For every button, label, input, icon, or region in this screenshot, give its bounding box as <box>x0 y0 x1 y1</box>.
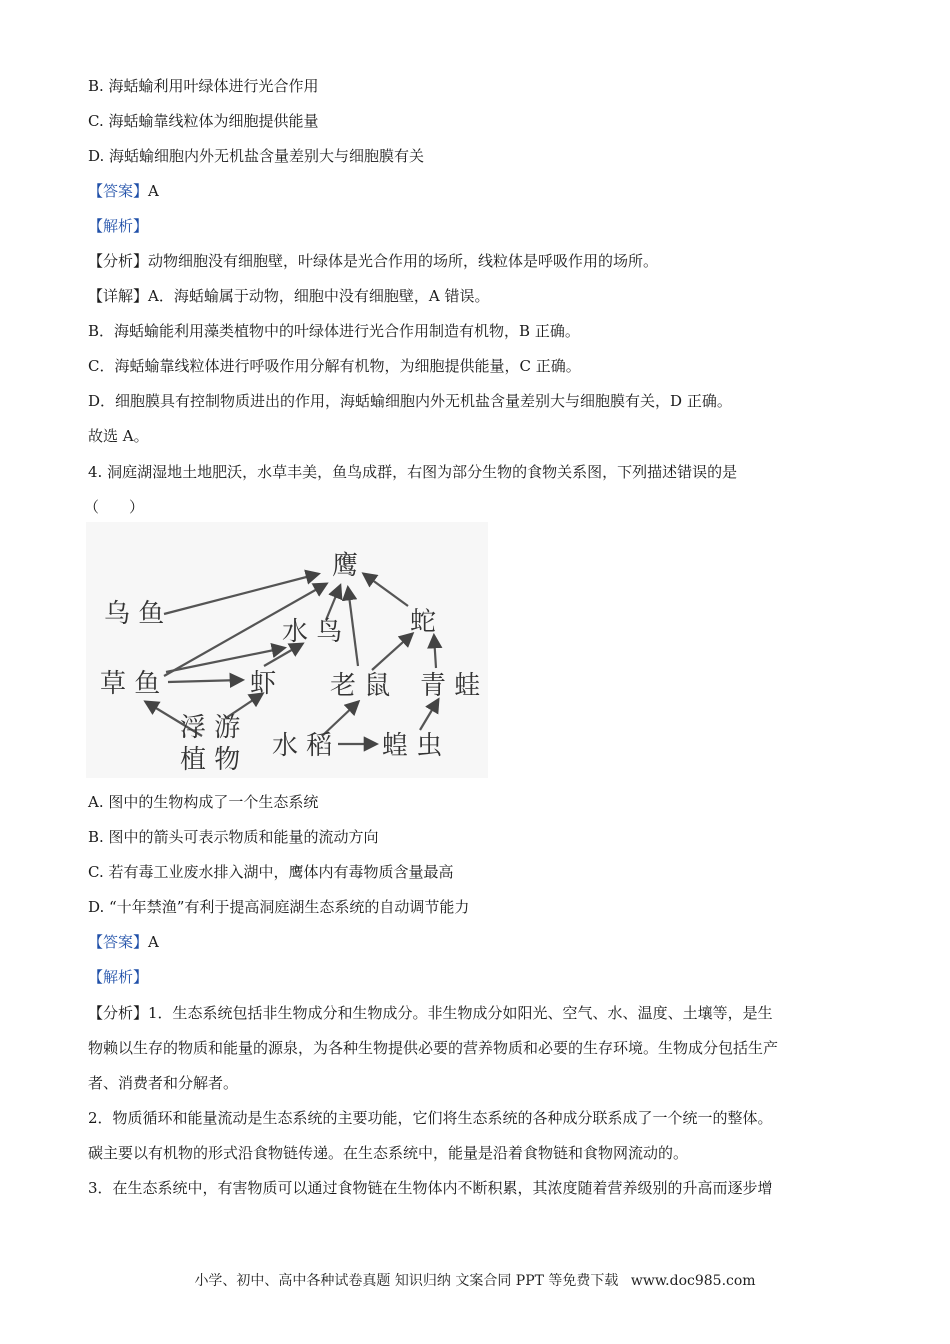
option-b: B. 海蛞蝓利用叶绿体进行光合作用 <box>88 77 319 95</box>
arrow-qingwa-she <box>434 636 436 668</box>
node-shuiniao: 水 鸟 <box>282 617 343 647</box>
q4-option-d: D. “十年禁渔”有利于提高洞庭湖生态系统的自动调节能力 <box>88 898 470 916</box>
analysis-heading <box>88 216 148 236</box>
fenxi-text: 动物细胞没有细胞壁，叶绿体是光合作用的场所，线粒体是呼吸作用的场所。 <box>148 252 659 270</box>
xiangjie-text: A．海蛞蝓属于动物，细胞中没有细胞壁，A 错误。 <box>148 287 490 305</box>
node-fuyou-2: 植 物 <box>180 745 241 775</box>
question-stem: 4. 洞庭湖湿地土地肥沃，水草丰美，鱼鸟成群，右图为部分生物的食物关系图，下列描述错误的是 <box>88 463 738 481</box>
q4-answer-value: A <box>148 933 159 951</box>
q4-fenxi-line-6: 3．在生态系统中，有害物质可以通过食物链在生物体内不断积累，其浓度随着营养级别的升高而逐步增 <box>88 1179 773 1197</box>
node-huangchong: 蝗 虫 <box>382 731 443 761</box>
node-xia: 虾 <box>250 669 277 699</box>
q4-fenxi-line-5: 碳主要以有机物的形式沿食物链传递。在生态系统中，能量是沿着食物链和食物网流动的。 <box>88 1144 689 1162</box>
analysis-tag: 【解析】 <box>88 217 149 235</box>
footer-url[interactable]: www.doc985.com <box>630 1273 756 1289</box>
q4-fenxi-line-2: 物赖以生存的物质和能量的源泉，为各种生物提供必要的营养物质和必要的生存环境。生物成分包括生产 <box>88 1039 779 1057</box>
fenxi-line <box>88 251 658 271</box>
question-paren: （ ） <box>84 498 145 516</box>
node-laoshu: 老 鼠 <box>330 671 391 701</box>
option-d: D. 海蛞蝓细胞内外无机盐含量差别大与细胞膜有关 <box>88 147 425 165</box>
node-wuyu: 乌 鱼 <box>104 599 165 629</box>
q4-option-a: A. 图中的生物构成了一个生态系统 <box>88 793 319 811</box>
xiangjie-tag: 【详解】 <box>88 287 149 305</box>
q4-fenxi-line-4: 2．物质循环和能量流动是生态系统的主要功能，它们将生态系统的各种成分联系成了一个统一的整体。 <box>88 1109 773 1127</box>
q4-answer-tag: 【答案】 <box>88 933 149 951</box>
explanation-line-d: D．细胞膜具有控制物质进出的作用，海蛞蝓细胞内外无机盐含量差别大与细胞膜有关，D 正确。 <box>88 392 732 410</box>
arrow-shuiniao-ying <box>326 586 340 620</box>
food-web-diagram <box>86 522 488 778</box>
node-caoyu: 草 鱼 <box>100 669 161 699</box>
explanation-line-b: B．海蛞蝓能利用藻类植物中的叶绿体进行光合作用制造有机物，B 正确。 <box>88 322 580 340</box>
answer-tag: 【答案】 <box>88 182 149 200</box>
arrow-caoyu-xia <box>168 680 242 682</box>
q4-answer-line <box>88 932 159 952</box>
fenxi-tag: 【分析】 <box>88 252 149 270</box>
xiangjie-line <box>88 286 489 306</box>
q4-fenxi-line-1 <box>88 1003 773 1023</box>
node-shuidao: 水 稻 <box>272 731 333 761</box>
node-she: 蛇 <box>410 607 437 637</box>
option-c: C. 海蛞蝓靠线粒体为细胞提供能量 <box>88 112 319 130</box>
answer-line <box>88 181 159 201</box>
explanation-line-c: C．海蛞蝓靠线粒体进行呼吸作用分解有机物，为细胞提供能量，C 正确。 <box>88 357 581 375</box>
node-ying: 鹰 <box>332 551 359 581</box>
answer-value: A <box>148 182 159 200</box>
q4-analysis-heading <box>88 967 148 987</box>
arrow-huangchong-qingwa <box>420 700 438 730</box>
arrow-wuyu-ying <box>164 574 318 614</box>
q4-analysis-tag: 【解析】 <box>88 968 149 986</box>
conclusion-line: 故选 A。 <box>88 427 149 445</box>
q4-option-c: C. 若有毒工业废水排入湖中，鹰体内有毒物质含量最高 <box>88 863 454 881</box>
arrow-laoshu-ying <box>348 588 358 666</box>
q4-fenxi-text-1: 1．生态系统包括非生物成分和生物成分。非生物成分如阳光、空气、水、温度、土壤等，是生 <box>148 1004 773 1022</box>
arrow-laoshu-she <box>372 634 412 670</box>
footer-text: 小学、初中、高中各种试卷真题 知识归纳 文案合同 PPT 等免费下载 <box>194 1273 619 1289</box>
q4-fenxi-tag: 【分析】 <box>88 1004 149 1022</box>
q4-fenxi-line-3: 者、消费者和分解者。 <box>88 1074 239 1092</box>
node-fuyou-1: 浮 游 <box>180 713 241 743</box>
node-qingwa: 青 蛙 <box>420 671 481 701</box>
arrow-she-ying <box>364 574 408 606</box>
food-web-svg <box>86 522 488 778</box>
page-footer <box>0 1270 950 1290</box>
q4-option-b: B. 图中的箭头可表示物质和能量的流动方向 <box>88 828 379 846</box>
